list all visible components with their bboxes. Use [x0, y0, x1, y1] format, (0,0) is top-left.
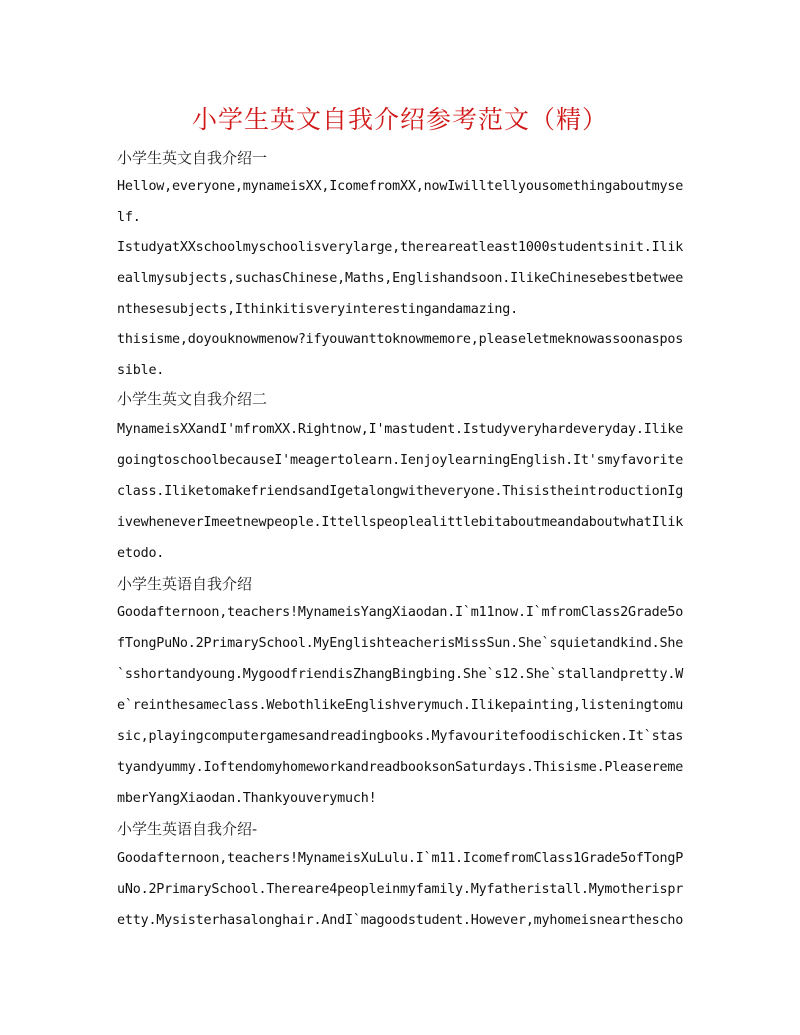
paragraph-1-2: IstudyatXXschoolmyschoolisverylarge,thereareatleast1000studentsinit.Ilikeallmysubjects,suchasChinese,Maths,Englishandsoon.IlikeChinesebestbetweenthesesubjects,Ithinkitisveryinterestingandamazing. [117, 240, 684, 317]
paragraph-4-1: Goodafternoon,teachers!MynameisXuLulu.I`m11.IcomefromClass1Grade5ofTongPuNo.2PrimarySchool.Thereare4peopleinmyfamily.Myfatheristall.Mymotherispretty.Mysisterhasalonghair.AndI`magoodstudent.However,myhomeisnearthescho [117, 851, 684, 928]
section-heading-3: 小学生英语自我介绍 [117, 575, 253, 593]
section-heading-2: 小学生英文自我介绍二 [117, 390, 268, 408]
paragraph-1-1: Hellow,everyone,mynameisXX,IcomefromXX,nowIwilltellyousomethingaboutmyself. [117, 179, 684, 225]
paragraph-2-1: MynameisXXandI'mfromXX.Rightnow,I'mastudent.Istudyveryhardeveryday.IlikegoingtoschoolbecauseI'meagertolearn.IenjoylearningEnglish.It'smyfavoriteclass.IliketomakefriendsandIgetalongwitheveryone.ThisistheintroductionIgivewheneverImeetnewpeople.IttellspeoplealittlebitaboutmeandaboutwhatIliketodo. [117, 422, 684, 561]
section-heading-1: 小学生英文自我介绍一 [117, 149, 268, 167]
paragraph-1-3: thisisme,doyouknowmenow?ifyouwanttoknowmemore,pleaseletmeknowassoonaspossible. [117, 332, 684, 378]
paragraph-3-1: Goodafternoon,teachers!MynameisYangXiaodan.I`m11now.I`mfromClass2Grade5ofTongPuNo.2PrimarySchool.MyEnglishteacherisMissSun.She`squietandkind.She`sshortandyoung.MygoodfriendisZhangBingbing.She`s12.She`stallandpretty.We`reinthesameclass.WebothlikeEnglishverymuch.Ilikepainting,listeningtomusic,playingcomputergamesandreadingbooks.Myfavouritefoodischicken.It`stastyandyummy.IoftendomyhomeworkandreadbooksonSaturdays.Thisisme.PleaserememberYangXiaodan.Thankyouverymuch! [117, 605, 684, 806]
document-title: 小学生英文自我介绍参考范文（精） [191, 105, 608, 134]
section-heading-4: 小学生英语自我介绍- [117, 820, 258, 838]
